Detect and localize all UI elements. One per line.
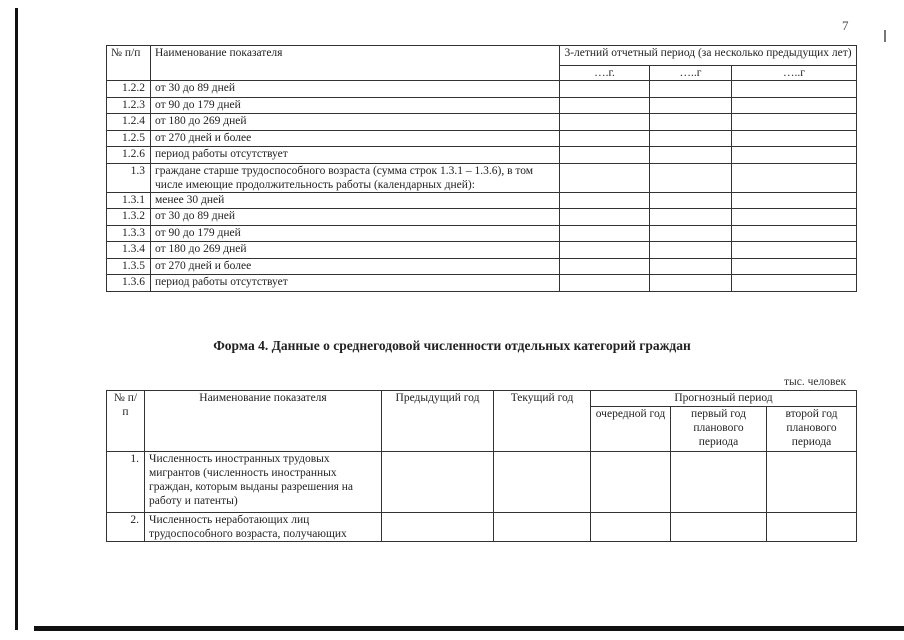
col-header-current-year: Текущий год — [494, 391, 591, 452]
table-row — [107, 452, 857, 513]
value-cell — [650, 209, 732, 226]
value-cell — [591, 452, 671, 513]
row-number: 1.3.3 — [107, 225, 151, 242]
value-cell — [560, 258, 650, 275]
row-indicator-name: от 270 дней и более — [151, 258, 560, 275]
col-header-first-plan-year: первый год планового периода — [671, 407, 767, 452]
value-cell — [732, 97, 857, 114]
table-row — [107, 81, 857, 98]
col-header-name: Наименование показателя — [151, 46, 560, 81]
row-number: 1.2.4 — [107, 114, 151, 131]
row-number: 1.3 — [107, 163, 151, 192]
value-cell — [560, 209, 650, 226]
value-cell — [650, 242, 732, 259]
value-cell — [650, 225, 732, 242]
average-annual-headcount-table — [106, 390, 857, 542]
value-cell — [732, 242, 857, 259]
table1-header-row — [107, 46, 857, 66]
table-row — [107, 275, 857, 292]
row-number: 1.2.5 — [107, 130, 151, 147]
form-title: Форма 4. Данные о среднегодовой численности отдельных категорий граждан — [213, 338, 691, 353]
table2-body — [107, 452, 857, 542]
col-header-period: 3-летний отчетный период (за несколько предыдущих лет) — [560, 46, 857, 66]
row-indicator-name: от 90 до 179 дней — [151, 225, 560, 242]
row-indicator-name: от 180 до 269 дней — [151, 114, 560, 131]
col-header-name: Наименование показателя — [145, 391, 382, 452]
table-row — [107, 258, 857, 275]
value-cell — [732, 163, 857, 192]
row-number: 2. — [107, 513, 145, 542]
row-indicator-name: от 270 дней и более — [151, 130, 560, 147]
value-cell — [732, 81, 857, 98]
value-cell — [494, 452, 591, 513]
value-cell — [650, 81, 732, 98]
row-indicator-name: от 180 до 269 дней — [151, 242, 560, 259]
table1-body — [107, 81, 857, 292]
value-cell — [560, 242, 650, 259]
value-cell — [494, 513, 591, 542]
scan-border-bottom — [34, 626, 904, 631]
row-number: 1.3.6 — [107, 275, 151, 292]
col-header-number: № п/п — [107, 46, 151, 81]
value-cell — [671, 452, 767, 513]
row-indicator-name: менее 30 дней — [151, 192, 560, 209]
row-number: 1.3.5 — [107, 258, 151, 275]
row-number: 1.2.6 — [107, 147, 151, 164]
col-header-number: № п/п — [107, 391, 145, 452]
value-cell — [650, 275, 732, 292]
scan-border-left — [15, 8, 18, 630]
value-cell — [732, 225, 857, 242]
table-row — [107, 130, 857, 147]
value-cell — [560, 192, 650, 209]
table-row — [107, 163, 857, 192]
col-header-year-2: …..г — [650, 66, 732, 81]
col-header-year-1: ….г. — [560, 66, 650, 81]
value-cell — [732, 275, 857, 292]
value-cell — [650, 163, 732, 192]
table2-header-row — [107, 391, 857, 407]
value-cell — [560, 81, 650, 98]
value-cell — [382, 513, 494, 542]
indicator-table-continued — [106, 45, 857, 292]
value-cell — [671, 513, 767, 542]
row-number: 1.2.3 — [107, 97, 151, 114]
table-row — [107, 97, 857, 114]
value-cell — [650, 258, 732, 275]
table-row — [107, 242, 857, 259]
value-cell — [560, 97, 650, 114]
row-number: 1.3.1 — [107, 192, 151, 209]
value-cell — [560, 114, 650, 131]
value-cell — [650, 114, 732, 131]
table-row — [107, 209, 857, 226]
value-cell — [560, 275, 650, 292]
table-row — [107, 192, 857, 209]
value-cell — [732, 114, 857, 131]
row-indicator-name: период работы отсутствует — [151, 275, 560, 292]
row-indicator-name: от 30 до 89 дней — [151, 81, 560, 98]
table-row — [107, 147, 857, 164]
value-cell — [591, 513, 671, 542]
value-cell — [560, 163, 650, 192]
value-cell — [650, 97, 732, 114]
value-cell — [732, 258, 857, 275]
value-cell — [560, 225, 650, 242]
value-cell — [560, 130, 650, 147]
value-cell — [650, 130, 732, 147]
value-cell — [650, 192, 732, 209]
page-number: 7 — [842, 18, 849, 33]
value-cell — [732, 209, 857, 226]
value-cell — [732, 147, 857, 164]
value-cell — [767, 513, 857, 542]
value-cell — [767, 452, 857, 513]
row-indicator-name: Численность неработающих лиц трудоспособного возраста, получающих — [145, 513, 382, 542]
value-cell — [732, 130, 857, 147]
row-indicator-name: от 90 до 179 дней — [151, 97, 560, 114]
value-cell — [382, 452, 494, 513]
col-header-second-plan-year: второй год планового периода — [767, 407, 857, 452]
row-indicator-name: граждане старше трудоспособного возраста (сумма строк 1.3.1 – 1.3.6), в том числе имеющие продолжительность работы (календарных дней): — [151, 163, 560, 192]
row-indicator-name: период работы отсутствует — [151, 147, 560, 164]
col-header-next-year: очередной год — [591, 407, 671, 452]
table-row — [107, 225, 857, 242]
col-header-year-3: …..г — [732, 66, 857, 81]
col-header-forecast-period: Прогнозный период — [591, 391, 857, 407]
table-row — [107, 513, 857, 542]
row-indicator-name: от 30 до 89 дней — [151, 209, 560, 226]
value-cell — [560, 147, 650, 164]
row-number: 1.2.2 — [107, 81, 151, 98]
table-row — [107, 114, 857, 131]
col-header-previous-year: Предыдущий год — [382, 391, 494, 452]
scan-mark — [884, 30, 886, 42]
value-cell — [650, 147, 732, 164]
row-indicator-name: Численность иностранных трудовых мигрантов (численность иностранных граждан, которым выданы разрешения на работу и патенты) — [145, 452, 382, 513]
row-number: 1.3.4 — [107, 242, 151, 259]
row-number: 1. — [107, 452, 145, 513]
value-cell — [732, 192, 857, 209]
units-label: тыс. человек — [784, 376, 847, 388]
row-number: 1.3.2 — [107, 209, 151, 226]
